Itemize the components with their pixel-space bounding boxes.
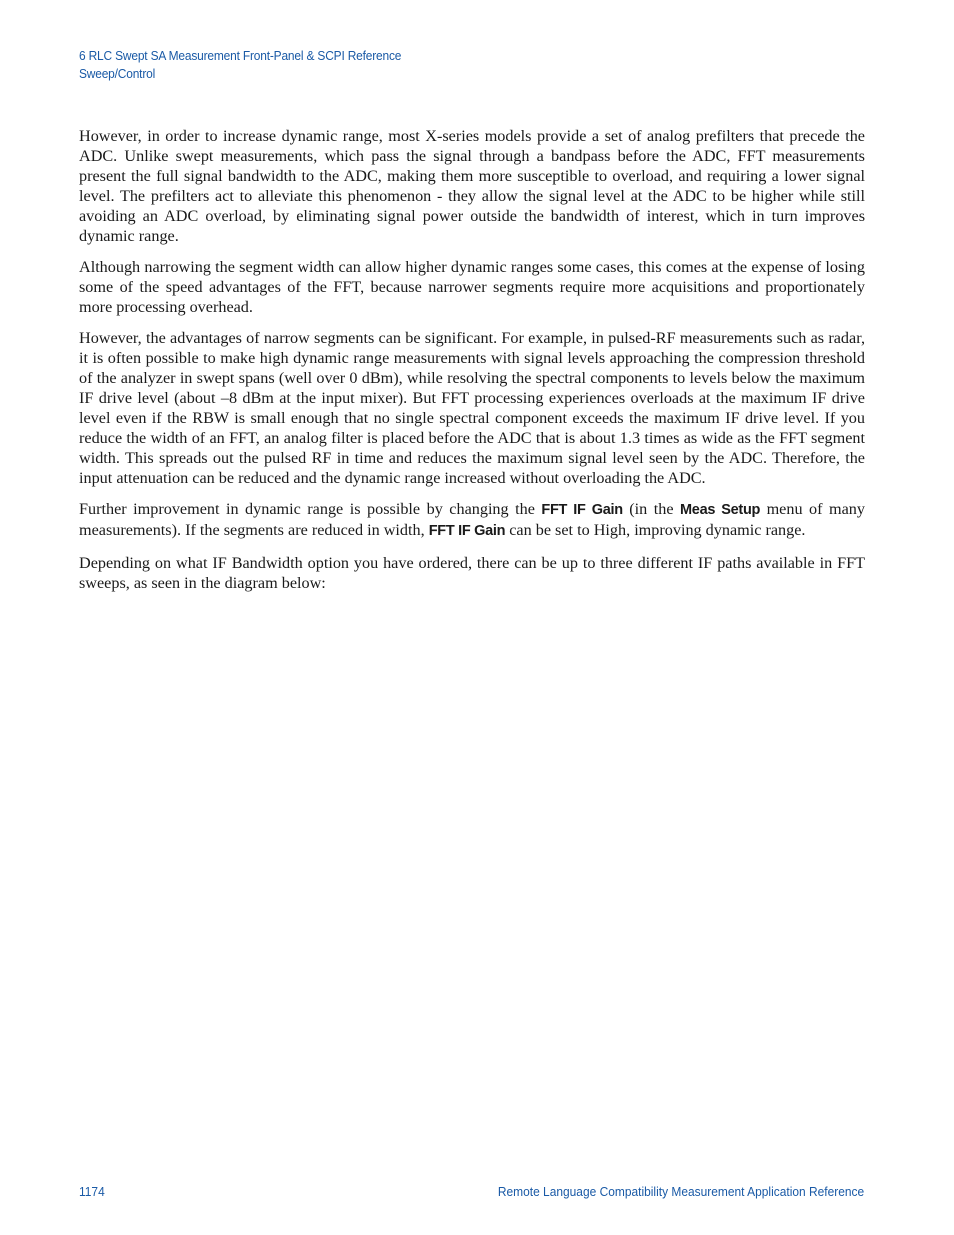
paragraph-segment-width: Although narrowing the segment width can allow higher dynamic ranges some cases, this comes at the expense of losing some of the speed advantages of the FFT, because narrower segments require more acquisitions and proportionately more processing overhead.: [79, 258, 865, 316]
paragraph-fft-if-gain: [79, 500, 865, 542]
running-header: [79, 47, 401, 83]
paragraph-if-paths: Depending on what IF Bandwidth option you have ordered, there can be up to three different IF paths available in FFT sweeps, as seen in the diagram below:: [79, 553, 865, 592]
page-number: 1174: [79, 1184, 105, 1199]
fft-if-gain-keyword: FFT IF Gain: [428, 523, 506, 540]
chapter-heading: 6 RLC Swept SA Measurement Front-Panel & SCPI Reference: [79, 48, 402, 63]
text-run: menu of many measurements). If the segments are reduced in width,: [79, 500, 865, 540]
section-heading: Sweep/Control: [79, 66, 156, 81]
paragraph-narrow-segments: However, the advantages of narrow segments can be significant. For example, in pulsed-RF measurements such as radar, it is often possible to make high dynamic range measurements with signal levels approaching the compression threshold of the analyzer in swept spans (well over 0 dBm), while resolving the spectral components to levels below the maximum IF drive level (about –8 dBm at the input mixer). But FFT processing experiences overloads at the maximum IF drive level even if the RBW is small enough that no single spectral component exceeds the maximum IF drive level. If you reduce the width of an FFT, an analog filter is placed before the ADC that is about 1.3 times as wide as the FFT segment width. This spreads out the pulsed RF in time and reduces the maximum signal level seen by the ADC. Therefore, the input attenuation can be reduced and the dynamic range increased without overloading the ADC.: [79, 329, 865, 487]
body-text: [79, 127, 865, 605]
document-title: Remote Language Compatibility Measurement Application Reference: [497, 1184, 864, 1199]
text-run: (in the: [622, 500, 681, 519]
fft-if-gain-keyword: FFT IF Gain: [541, 502, 623, 519]
text-run: can be set to High, improving dynamic range.: [505, 521, 806, 540]
meas-setup-keyword: Meas Setup: [680, 502, 761, 519]
text-run: Further improvement in dynamic range is possible by changing the: [79, 500, 542, 519]
paragraph-prefilters: However, in order to increase dynamic range, most X-series models provide a set of analog prefilters that precede the ADC. Unlike swept measurements, which pass the signal through a bandpass before the ADC, FFT measurements present the full signal bandwidth to the ADC, making them more susceptible to overload, and requiring a lower signal level. The prefilters act to alleviate this phenomenon - they allow the signal level at the ADC to be higher while still avoiding an ADC overload, by eliminating signal power outside the bandwidth of interest, which in turn improves dynamic range.: [79, 127, 865, 245]
